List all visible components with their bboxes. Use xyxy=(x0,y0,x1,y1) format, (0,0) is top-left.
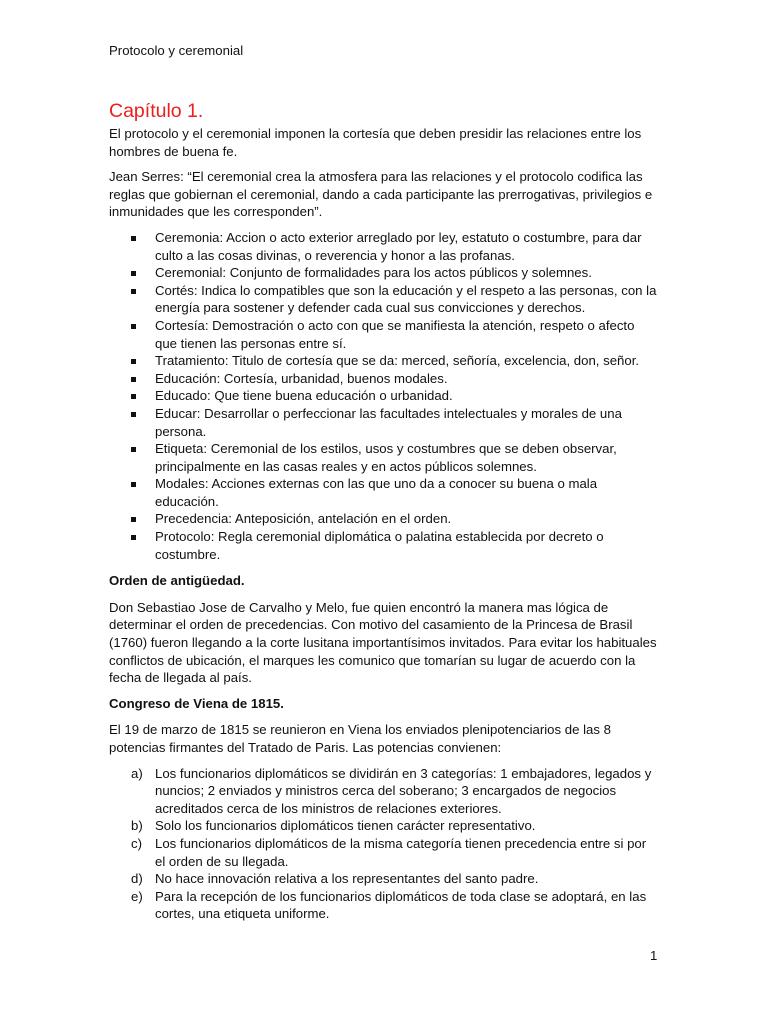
square-bullet-icon xyxy=(131,412,136,417)
square-bullet-icon xyxy=(131,535,136,540)
list-item-text: Tratamiento: Titulo de cortesía que se da: merced, señoría, excelencia, don, señor. xyxy=(155,353,640,369)
seniority-paragraph: Don Sebastiao Jose de Carvalho y Melo, fue quien encontró la manera mas lógica de determinar el orden de precedencias. Con motivo del casamiento de la Princesa de Brasil (1760) fueron llegando a la corte lusitana importantísimos invitados. Para evitar los habituales conflictos de ubicación, el marques les comunico que tomarían su lugar de acuerdo con la fecha de llegada al país. xyxy=(109,599,657,686)
list-item xyxy=(109,817,659,835)
list-marker: d) xyxy=(131,871,143,887)
square-bullet-icon xyxy=(131,394,136,399)
square-bullet-icon xyxy=(131,377,136,382)
list-item xyxy=(109,765,659,818)
list-item-text: Educado: Que tiene buena educación o urbanidad. xyxy=(155,388,453,404)
square-bullet-icon xyxy=(131,447,136,452)
list-item xyxy=(109,264,659,282)
chapter-title: Capítulo 1. xyxy=(109,100,204,122)
list-item xyxy=(109,475,659,510)
list-item xyxy=(109,870,659,888)
list-item-text: No hace innovación relativa a los representantes del santo padre. xyxy=(155,871,539,887)
square-bullet-icon xyxy=(131,359,136,364)
list-item xyxy=(109,229,659,264)
list-item-text: Protocolo: Regla ceremonial diplomática o palatina establecida por decreto o costumbre. xyxy=(155,529,604,562)
list-item-text: Etiqueta: Ceremonial de los estilos, usos y costumbres que se deben observar, principalmente en las casas reales y en actos públicos solemnes. xyxy=(155,441,617,474)
list-item xyxy=(109,387,659,405)
definitions-list xyxy=(109,229,659,563)
list-item-text: Ceremonial: Conjunto de formalidades para los actos públicos y solemnes. xyxy=(155,265,592,281)
page-number: 1 xyxy=(650,948,658,963)
square-bullet-icon xyxy=(131,324,136,329)
list-item xyxy=(109,317,659,352)
list-item xyxy=(109,282,659,317)
square-bullet-icon xyxy=(131,289,136,294)
list-item xyxy=(109,352,659,370)
list-item xyxy=(109,510,659,528)
list-marker: a) xyxy=(131,765,143,781)
seniority-heading: Orden de antigüedad. xyxy=(109,573,245,589)
list-item-text: Ceremonia: Accion o acto exterior arreglado por ley, estatuto o costumbre, para dar culto a las cosas divinas, o reverencia y honor a las profanas. xyxy=(155,229,642,263)
quote-paragraph: Jean Serres: “El ceremonial crea la atmosfera para las relaciones y el protocolo codifica las reglas que gobiernan el ceremonial, dando a cada participante las prerrogativas, privilegios e inmunidades que les corresponden”. xyxy=(109,169,653,220)
list-item xyxy=(109,405,659,440)
list-item-text: Solo los funcionarios diplomáticos tienen carácter representativo. xyxy=(155,818,536,834)
list-item-text: Cortesía: Demostración o acto con que se manifiesta la atención, respeto o afecto que tienen las personas entre sí. xyxy=(155,317,635,351)
square-bullet-icon xyxy=(131,482,136,487)
vienna-paragraph: El 19 de marzo de 1815 se reunieron en Viena los enviados plenipotenciarios de las 8 potencias firmantes del Tratado de Paris. Las potencias convienen: xyxy=(109,722,611,755)
square-bullet-icon xyxy=(131,271,136,276)
intro-paragraph: El protocolo y el ceremonial imponen la cortesía que deben presidir las relaciones entre los hombres de buena fe. xyxy=(109,126,642,159)
list-marker: b) xyxy=(131,818,143,834)
list-marker: c) xyxy=(131,835,142,851)
list-item xyxy=(109,370,659,388)
list-item xyxy=(109,888,659,923)
list-item xyxy=(109,835,659,870)
list-marker: e) xyxy=(131,888,143,904)
list-item xyxy=(109,528,659,563)
square-bullet-icon xyxy=(131,517,136,522)
square-bullet-icon xyxy=(131,236,136,241)
vienna-articles-list xyxy=(109,765,659,923)
list-item-text: Educar: Desarrollar o perfeccionar las facultades intelectuales y morales de una persona. xyxy=(155,405,622,439)
vienna-heading: Congreso de Viena de 1815. xyxy=(109,695,284,711)
running-header: Protocolo y ceremonial xyxy=(109,43,244,58)
list-item-text: Modales: Acciones externas con las que uno da a conocer su buena o mala educación. xyxy=(155,476,598,509)
list-item xyxy=(109,440,659,475)
list-item-text: Para la recepción de los funcionarios diplomáticos de toda clase se adoptará, en las cortes, una etiqueta uniforme. xyxy=(155,888,647,922)
list-item-text: Los funcionarios diplomáticos de la misma categoría tienen precedencia entre si por el orden de su llegada. xyxy=(155,835,647,869)
list-item-text: Cortés: Indica lo compatibles que son la educación y el respeto a las personas, con la energía para sostener y defender cada cual sus convicciones y derechos. xyxy=(155,282,657,316)
list-item-text: Educación: Cortesía, urbanidad, buenos modales. xyxy=(155,370,448,386)
list-item-text: Precedencia: Anteposición, antelación en el orden. xyxy=(155,511,452,527)
list-item-text: Los funcionarios diplomáticos se dividirán en 3 categorías: 1 embajadores, legados y nuncios; 2 enviados y ministros cerca del soberano; 3 encargados de negocios acreditados cerca de los ministros de relaciones exteriores. xyxy=(155,765,652,816)
page-body xyxy=(109,99,659,923)
